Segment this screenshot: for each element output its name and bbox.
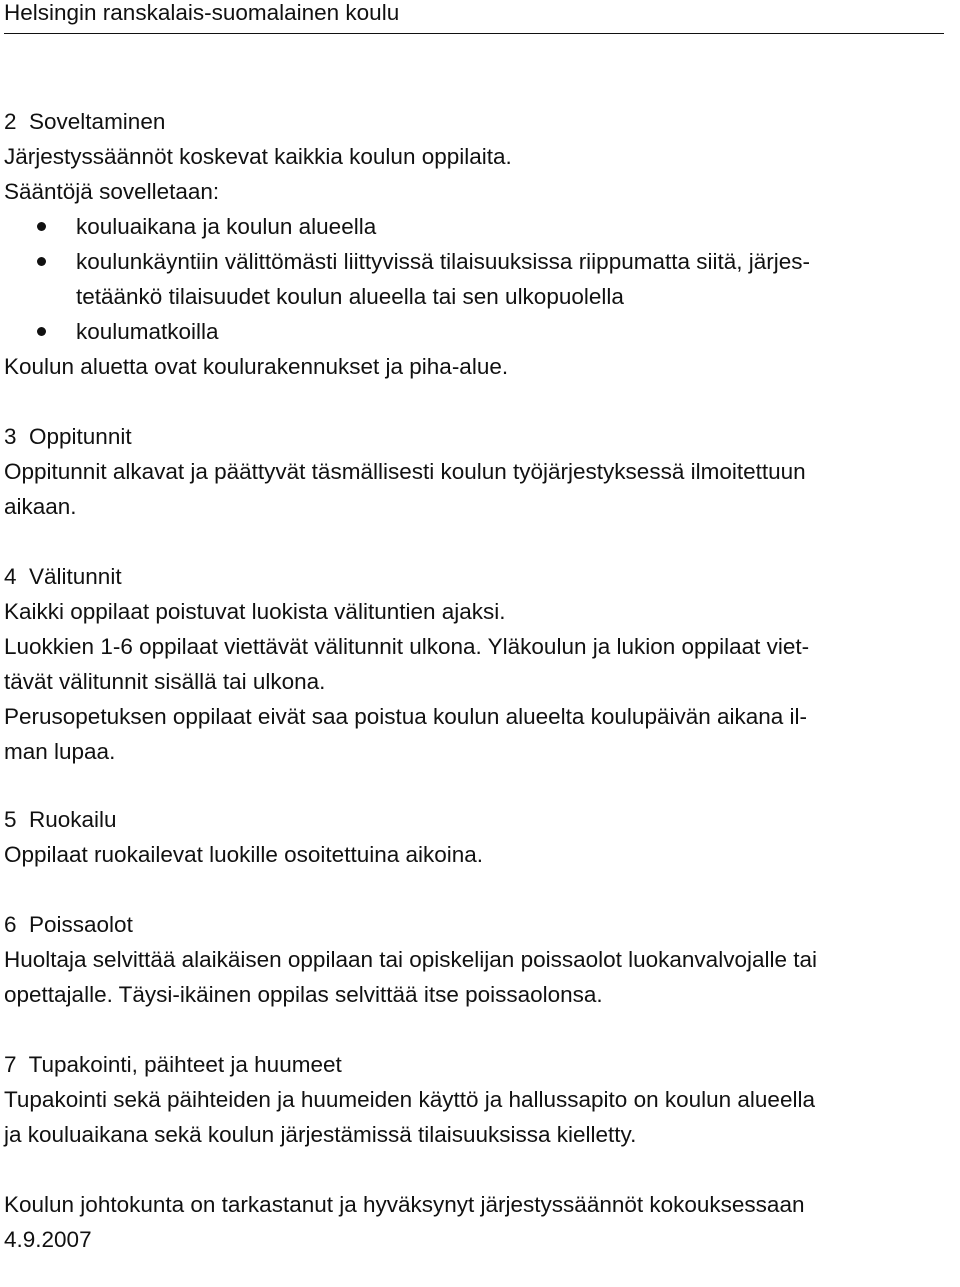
paragraph-line: ja kouluaikana sekä koulun järjestämissä tilaisuuksissa kielletty. [4, 1122, 637, 1147]
paragraph-line: aikaan. [4, 494, 77, 519]
section-oppitunnit [4, 419, 956, 524]
paragraph-line: Luokkien 1-6 oppilaat viettävät välitunnit ulkona. Yläkoulun ja lukion oppilaat viet- [4, 634, 810, 659]
approval-note [4, 1187, 956, 1257]
bullet-icon [37, 327, 46, 336]
section-title: 7 Tupakointi, päihteet ja huumeet [4, 1052, 342, 1077]
paragraph-line: Kaikki oppilaat poistuvat luokista välituntien ajaksi. [4, 599, 506, 624]
paragraph-line: Koulun johtokunta on tarkastanut ja hyväksynyt järjestyssäännöt kokouksessaan [4, 1192, 805, 1217]
section-soveltaminen [4, 104, 956, 384]
bullet-icon [37, 222, 46, 231]
bullet-item: koulunkäyntiin välittömästi liittyvissä tilaisuuksissa riippumatta siitä, järjes- [4, 244, 956, 279]
paragraph-line: Huoltaja selvittää alaikäisen oppilaan tai opiskelijan poissaolot luokanvalvojalle tai [4, 947, 817, 972]
paragraph-line: Oppilaat ruokailevat luokille osoitettuina aikoina. [4, 842, 484, 867]
bullet-icon [37, 257, 46, 266]
paragraph-line: Koulun aluetta ovat koulurakennukset ja piha-alue. [4, 354, 509, 379]
paragraph-line: Järjestyssäännöt koskevat kaikkia koulun oppilaita. [4, 144, 512, 169]
section-valitunnit [4, 559, 956, 769]
document-header [4, 0, 956, 30]
section-title: 2 Soveltaminen [4, 109, 166, 134]
document-page [4, 0, 956, 1257]
approval-date: 4.9.2007 [4, 1227, 92, 1252]
paragraph-line: Sääntöjä sovelletaan: [4, 179, 220, 204]
section-title: 6 Poissaolot [4, 912, 133, 937]
section-title: 5 Ruokailu [4, 807, 117, 832]
section-title: 4 Välitunnit [4, 564, 122, 589]
paragraph-line: opettajalle. Täysi-ikäinen oppilas selvittää itse poissaolonsa. [4, 982, 603, 1007]
section-title: 3 Oppitunnit [4, 424, 132, 449]
paragraph-line: tävät välitunnit sisällä tai ulkona. [4, 669, 326, 694]
section-ruokailu [4, 802, 956, 872]
paragraph-line: man lupaa. [4, 739, 116, 764]
paragraph-line: Tupakointi sekä päihteiden ja huumeiden käyttö ja hallussapito on koulun alueella [4, 1087, 815, 1112]
school-name: Helsingin ranskalais-suomalainen koulu [4, 0, 400, 25]
section-poissaolot [4, 907, 956, 1012]
bullet-item-continuation: tetäänkö tilaisuudet koulun alueella tai sen ulkopuolella [76, 284, 624, 309]
paragraph-line: Perusopetuksen oppilaat eivät saa poistua koulun alueelta koulupäivän aikana il- [4, 704, 808, 729]
bullet-item: kouluaikana ja koulun alueella [4, 209, 956, 244]
paragraph-line: Oppitunnit alkavat ja päättyvät täsmällisesti koulun työjärjestyksessä ilmoitettuun [4, 459, 806, 484]
section-tupakointi [4, 1047, 956, 1152]
bullet-list [4, 209, 956, 349]
bullet-item: koulumatkoilla [4, 314, 956, 349]
